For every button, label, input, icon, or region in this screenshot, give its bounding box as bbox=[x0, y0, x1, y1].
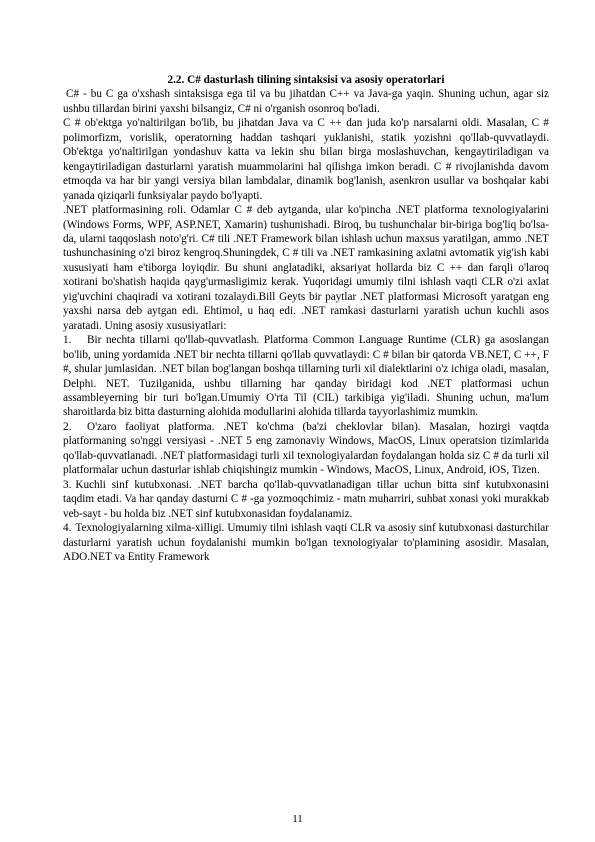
paragraph-net-role: .NET platformasining roli. Odamlar C # deb aytganda, ular ko'pincha .NET platforma texnologiyalarini (Windows Forms, WPF, ASP.NET, Xamarin) tushunishadi. Biroq, bu tushunchalar bir-biriga bog'liq bo'lsa-da, ularni taqqoslash noto'g'ri. C# tili .NET Framework bilan ishlash uchun maxsus yaratilgan, ammo .NET tushunchasining o'zi biroz kengroq.Shuningdek, C # tili va .NET ramkasining axlatni avtomatik yig'ish kabi xususiyati ham e'tiborga loyiqdir. Bu shuni anglatadiki, aksariyat hollarda biz C ++ dan farqli o'laroq xotirani bo'shatish haqida qayg'urmasligimiz kerak. Yuqoridagi umumiy tilni ishlash vaqti CLR o'zi axlat yig'uvchini chaqiradi va xotirani tozalaydi.Bill Geyts bir paytlar .NET platformasi Microsoft yaratgan eng yaxshi narsa deb aytgan edi. Ehtimol, u haq edi. .NET ramkasi dasturlarni yaratish uchun kuchli asos yaratadi. Uning asosiy xususiyatlari: bbox=[63, 204, 549, 332]
list-item-text: Kuchli sinf kutubxonasi. .NET barcha qo'llab-quvvatlanadigan tillar uchun bitta sinf kutubxonasini taqdim etadi. Va har qanday dasturni C # -ga yozmoqchimiz - matn muharriri, suhbat xonasi yoki murakkab veb-sayt - bu holda biz .NET sinf kutubxonasidan foydalanamiz. bbox=[63, 478, 549, 520]
list-item bbox=[63, 420, 549, 478]
page-number: 11 bbox=[292, 813, 303, 825]
document-body bbox=[63, 73, 549, 564]
list-item-number: 4. bbox=[63, 522, 72, 535]
paragraph-oop: C # ob'ektga yo'naltirilgan bo'lib, bu jihatdan Java va C ++ dan juda ko'p narsalarni oldi. Masalan, C # polimorfizm, vorislik, operatorning haddan tashqari yuklanishi, statik yozishni qo'llab-quvvatlaydi. Ob'ektga yo'naltirilgan yondashuv katta va lekin shu bilan birga moslashuvchan, kengaytiriladigan va kengaytiriladigan dasturlarni yaratish muammolarini hal qilishga imkon beradi. C # rivojlanishda davom etmoqda va har bir yangi versiya bilan lambdalar, dinamik bog'lanish, asenkron usullar va boshqalar kabi yanada qiziqarli funksiyalar paydo bo'lyapti. bbox=[63, 117, 549, 202]
list-item-text: Texnologiyalarning xilma-xilligi. Umumiy tilni ishlash vaqti CLR va asosiy sinf kutubxonasi dasturchilar dasturlarni yaratish uchun foydalanishi mumkin bo'lgan texnologiyalar to'plamining asosidir. Masalan, ADO.NET va Entity Framework bbox=[63, 522, 549, 563]
paragraph-intro: C# - bu C ga o'xshash sintaksisga ega til va bu jihatdan C++ va Java-ga yaqin. Shuning uchun, agar siz ushbu tillardan birini yaxshi bilsangiz, C# ni o'rganish osonroq bo'ladi. bbox=[63, 88, 549, 115]
list-item-text: Bir nechta tillarni qo'llab-quvvatlash. Platforma Common Language Runtime (CLR) ga asoslangan bo'lib, uning yordamida .NET bir nechta tillarni qo'llab quvvatlaydi: C # bilan bir qatorda VB.NET, C ++, F #, shular jumlasidan. .NET bilan bog'langan boshqa tillarning turli xil dialektlarini o'z ichiga oladi, masalan, Delphi. NET. Tuzilganida, ushbu tillarning har qanday biridagi kod .NET platformasi uchun assambleyerning bir turi bo'lgan.Umumiy O'rta Til (CIL) tarkibiga yig'iladi. Shuning uchun, ma'lum sharoitlarda biz bitta dasturning alohida modullarini alohida tillarda tayyorlashimiz mumkin. bbox=[63, 334, 549, 419]
list-item-number: 2. bbox=[63, 420, 72, 433]
section-title: 2.2. C# dasturlash tilining sintaksisi va asosiy operatorlari bbox=[167, 74, 445, 86]
list-item bbox=[63, 333, 549, 420]
list-item bbox=[63, 478, 549, 521]
list-item-text: O'zaro faoliyat platforma. .NET ko'chma (ba'zi cheklovlar bilan). Masalan, hozirgi vaqtda platformaning so'nggi versiyasi - .NET 5 eng zamonaviy Windows, MacOS, Linux operatsion tizimlarida qo'llab-quvvatlanadi. .NET platformasidagi turli xil texnologiyalardan foydalangan holda siz C # da turli xil platformalar uchun dasturlar ishlab chiqishingiz mumkin - Windows, MacOS, Linux, Android, iOS, Tizen. bbox=[63, 420, 549, 477]
list-item bbox=[63, 521, 549, 564]
list-item-number: 3. bbox=[63, 478, 72, 491]
list-item-number: 1. bbox=[63, 334, 72, 347]
